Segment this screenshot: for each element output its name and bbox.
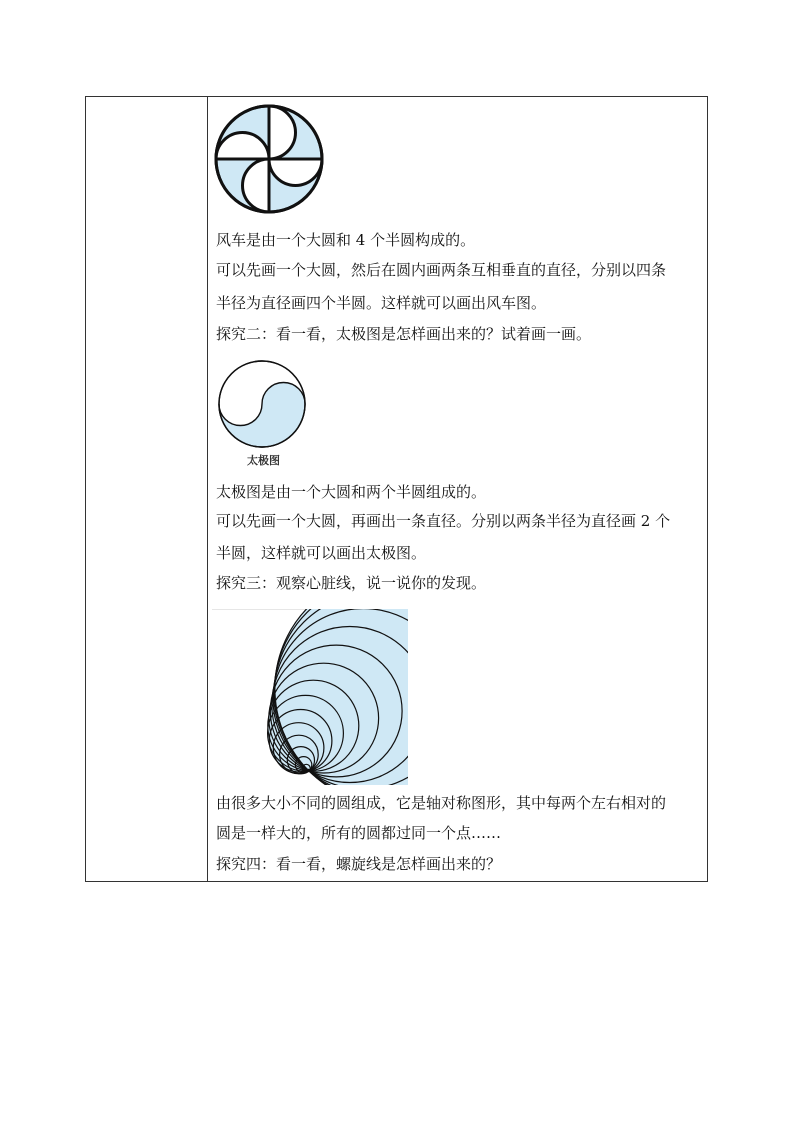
pinwheel-text-2: 可以先画一个大圆，然后在圆内画两条互相垂直的直径，分别以四条 <box>216 261 667 279</box>
pinwheel-text-1: 风车是由一个大圆和 4 个半圆构成的。 <box>216 231 476 249</box>
exploration-3-heading: 探究三：观察心脏线，说一说你的发现。 <box>216 574 487 592</box>
table-left-column <box>86 97 208 881</box>
exploration-4-heading: 探究四：看一看，螺旋线是怎样画出来的？ <box>216 855 502 873</box>
exploration-2-heading: 探究二：看一看，太极图是怎样画出来的？试着画一画。 <box>216 325 592 343</box>
taiji-text-2: 可以先画一个大圆，再画出一条直径。分别以两条半径为直径画 2 个 <box>216 512 671 530</box>
cardioid-figure <box>212 609 408 785</box>
cardioid-text-1: 由很多大小不同的圆组成，它是轴对称图形，其中每两个左右相对的 <box>216 794 667 812</box>
taiji-figure <box>216 359 308 451</box>
pinwheel-text-3: 半径为直径画四个半圆。这样就可以画出风车图。 <box>216 294 547 312</box>
pinwheel-figure <box>213 103 325 215</box>
taiji-caption: 太极图 <box>247 454 280 467</box>
taiji-text-3: 半圆，这样就可以画出太极图。 <box>216 544 427 562</box>
taiji-text-1: 太极图是由一个大圆和两个半圆组成的。 <box>216 483 487 501</box>
cardioid-text-2: 圆是一样大的，所有的圆都过同一个点…… <box>216 824 502 842</box>
content-table <box>85 96 708 882</box>
table-right-column <box>208 97 707 881</box>
